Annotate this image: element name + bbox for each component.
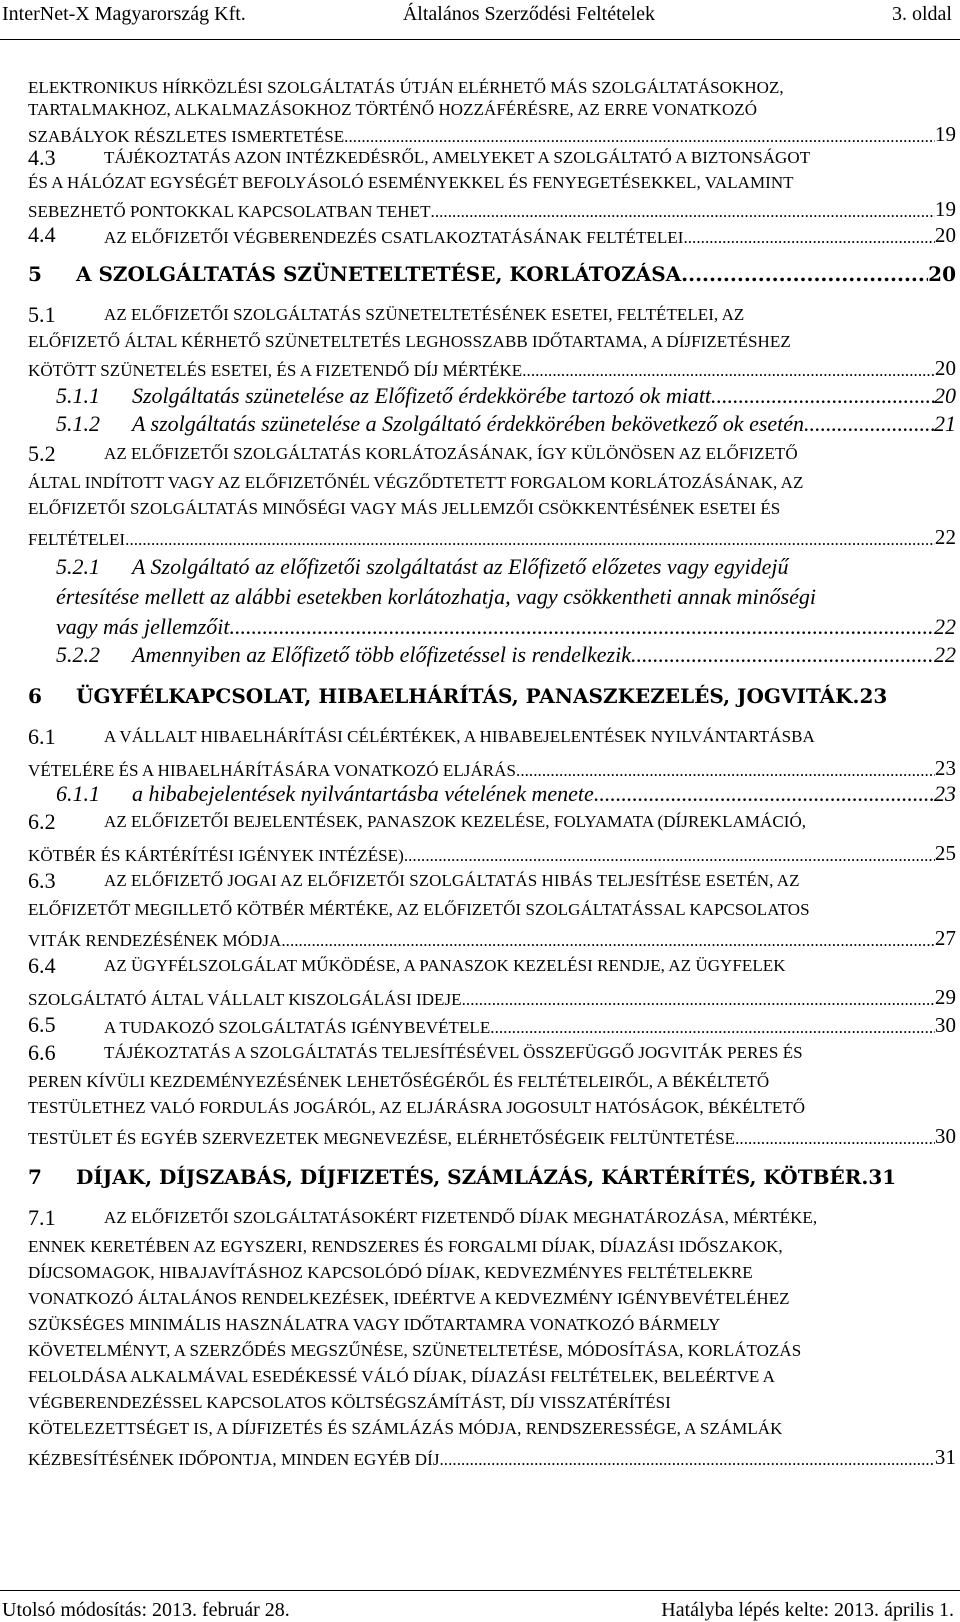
toc-page-number: 23 [934,781,956,806]
toc-entry-5-1[interactable] [28,302,956,381]
dot-leader [125,530,935,550]
toc-entry-4-3[interactable] [28,145,956,222]
toc-page-number: 22 [934,525,956,549]
toc-entry-text-line: AZ ELŐFIZETŐI SZOLGÁLTATÁSOKÉRT FIZETENDŐ DÍJAK MEGHATÁROZÁSA, MÉRTÉKE, [104,1208,818,1227]
toc-entry-text-line: ÉS A HÁLÓZAT EGYSÉGÉT BEFOLYÁSOLÓ ESEMÉNYEKKEL ÉS FENYEGETÉSEKKEL, VALAMINT [28,173,794,192]
toc-number: 6.4 [28,953,56,978]
toc-page-number: 19 [934,197,956,221]
toc-page-number: 23 [934,756,956,780]
toc-entry-title: VITÁK RENDEZÉSÉNEK MÓDJA [28,931,282,950]
toc-number: 5 [28,262,42,286]
toc-page-number: 31 [934,1445,956,1469]
toc-entry-title: vagy más jellemzőit [56,614,230,639]
dot-leader [683,228,934,248]
dot-leader [440,1450,935,1470]
toc-chapter-title: ÜGYFÉLKAPCSOLAT, HIBAELHÁRÍTÁS, PANASZKEZELÉS, JOGVITÁK. [76,684,860,708]
toc-page-number: 30 [934,1124,956,1148]
toc-entry-text-line: TÁJÉKOZTATÁS A SZOLGÁLTATÁS TELJESÍTÉSÉVEL ÖSSZEFÜGGŐ JOGVITÁK PERES ÉS [104,1043,803,1062]
header-company: InterNet-X Magyarország Kft. [2,3,246,25]
toc-entry-text-line: VÉGBERENDEZÉSSEL KAPCSOLATOS KÖLTSÉGSZÁMÍTÁST, DÍJ VISSZATÉRÍTÉSI [28,1393,671,1412]
toc-number: 6.6 [28,1040,56,1065]
toc-entry-text-line: AZ ELŐFIZETŐI SZOLGÁLTATÁS SZÜNETELTETÉSÉNEK ESETEI, FELTÉTELEI, AZ [104,305,745,324]
toc-number: 6.1 [28,724,56,749]
footer-effective-date: Hatályba lépés kelte: 2013. április 1. [661,1599,954,1621]
table-of-contents [28,72,956,1470]
dot-leader [344,127,935,147]
toc-entry-4-4[interactable] [28,222,956,248]
dot-leader [711,383,934,409]
toc-entry-5-1-1[interactable] [28,383,956,409]
toc-entry-text-line: A Szolgáltató az előfizetői szolgáltatást az Előfizető előzetes vagy egyidejű [132,554,789,579]
dot-leader [681,262,928,286]
toc-entry-5-2-1[interactable] [28,554,956,640]
toc-entry-6-4[interactable] [28,953,956,1010]
toc-entry-text-line: SZÜKSÉGES MINIMÁLIS HASZNÁLATRA VAGY IDŐTARTAMRA VONATKOZÓ BÁRMELY [28,1315,721,1334]
toc-page-number: 30 [934,1013,956,1037]
toc-entry-title: A TUDAKOZÓ SZOLGÁLTATÁS IGÉNYBEVÉTELE [104,1018,491,1037]
toc-page-number: 22 [934,642,956,667]
toc-entry-title: A szolgáltatás szünetelése a Szolgáltató érdekkörében bekövetkező ok esetén. [132,411,810,436]
toc-entry-text-line: értesítése mellett az alábbi esetekben korlátozhatja, vagy csökkentheti annak minőségi [56,584,817,609]
header-doc-title: Általános Szerződési Feltételek [402,3,655,25]
dot-leader [404,846,935,866]
toc-page-number: 19 [934,122,956,146]
toc-number: 6 [28,684,42,708]
toc-chapter-7[interactable] [28,1165,956,1189]
toc-entry-text-line: ELŐFIZETŐT MEGILLETŐ KÖTBÉR MÉRTÉKE, AZ ELŐFIZETŐI SZOLGÁLTATÁSSAL KAPCSOLATOS [28,900,810,919]
toc-number: 6.1.1 [56,781,100,806]
toc-entry-title: KÖTÖTT SZÜNETELÉS ESETEI, ÉS A FIZETENDŐ DÍJ MÉRTÉKE [28,361,523,380]
toc-entry-title: VÉTELÉRE ÉS A HIBAELHÁRÍTÁSÁRA VONATKOZÓ ELJÁRÁS [28,761,517,780]
toc-page-number: 20 [934,223,956,247]
page-header [0,0,960,40]
toc-number: 7 [28,1165,42,1189]
toc-page-number: 27 [934,926,956,950]
toc-entry-title: FELTÉTELEI [28,530,126,549]
toc-entry-text-line: AZ ELŐFIZETŐI SZOLGÁLTATÁS KORLÁTOZÁSÁNAK, ÍGY KÜLÖNÖSEN AZ ELŐFIZETŐ [104,444,798,463]
toc-chapter-title: DÍJAK, DÍJSZABÁS, DÍJFIZETÉS, SZÁMLÁZÁS, KÁRTÉRÍTÉS, KÖTBÉR. [76,1165,869,1189]
toc-entry-text-line: VONATKOZÓ ÁLTALÁNOS RENDELKEZÉSEK, IDEÉRTVE A KEDVEZMÉNY IGÉNYBEVÉTELÉHEZ [28,1289,790,1308]
toc-chapter-5[interactable] [28,262,956,286]
toc-entry-6-5[interactable] [28,1012,956,1038]
toc-number: 4.3 [28,145,56,170]
toc-entry-6-1-1[interactable] [28,781,956,807]
toc-number: 6.5 [28,1012,56,1037]
toc-chapter-6[interactable] [28,684,956,708]
toc-entry-text-line: KÖVETELMÉNYT, A SZERZŐDÉS MEGSZŰNÉSE, SZÜNETELTETÉSE, MÓDOSÍTÁSA, KORLÁTOZÁS [28,1341,802,1360]
toc-number: 6.3 [28,868,56,893]
toc-number: 5.1.2 [56,411,100,436]
toc-entry-text-line: AZ ELŐFIZETŐI BEJELENTÉSEK, PANASZOK KEZELÉSE, FOLYAMATA (DÍJREKLAMÁCIÓ, [104,812,807,831]
toc-entry-title: Szolgáltatás szünetelése az Előfizető érdekkörébe tartozó ok miatt [132,383,712,408]
toc-page-number: 29 [934,985,956,1009]
toc-number: 4.4 [28,222,56,247]
header-page-number: 3. oldal [892,3,952,25]
toc-entry-text-line: ELŐFIZETŐI SZOLGÁLTATÁS MINŐSÉGI VAGY MÁS JELLEMZŐI CSÖKKENTÉSÉNEK ESETEI ÉS [28,499,781,518]
toc-entry-5-1-2[interactable] [28,411,956,437]
toc-page-number: 21 [934,411,956,436]
toc-entry-5-2[interactable] [28,441,956,550]
toc-page-number: 22 [934,614,956,639]
toc-page-number: 31 [868,1165,897,1189]
toc-entry-title: TESTÜLET ÉS EGYÉB SZERVEZETEK MEGNEVEZÉSE, ELÉRHETŐSÉGEIK FELTÜNTETÉSE [28,1129,736,1148]
toc-number: 5.1.1 [56,383,100,408]
toc-entry-title: KÖTBÉR ÉS KÁRTÉRÍTÉSI IGÉNYEK INTÉZÉSE) [28,846,404,865]
toc-entry-text-line: TESTÜLETHEZ VALÓ FORDULÁS JOGÁRÓL, AZ ELJÁRÁSRA JOGOSULT HATÓSÁGOK, BÉKÉLTETŐ [28,1098,806,1117]
toc-chapter-title: A SZOLGÁLTATÁS SZÜNETELTETÉSE, KORLÁTOZÁSA [76,262,682,286]
toc-entry-6-2[interactable] [28,809,956,866]
toc-entry-4-2-continuation[interactable] [28,78,956,147]
toc-entry-text-line: ÁLTAL INDÍTOTT VAGY AZ ELŐFIZETŐNÉL VÉGZŐDTETETT FORGALOM KORLÁTOZÁSÁNAK, AZ [28,473,804,492]
toc-page-number: 23 [859,684,888,708]
toc-entry-text-line: KÖTELEZETTSÉGET IS, A DÍJFIZETÉS ÉS SZÁMLÁZÁS MÓDJA, RENDSZERESSÉGE, A SZÁMLÁK [28,1419,783,1438]
dot-leader [490,1018,935,1038]
dot-leader [516,761,935,781]
dot-leader [631,642,934,668]
dot-leader [431,202,935,222]
toc-page-number: 20 [928,262,956,286]
toc-entry-text-line: AZ ÜGYFÉLSZOLGÁLAT MŰKÖDÉSE, A PANASZOK KEZELÉSI RENDJE, AZ ÜGYFELEK [104,956,786,975]
toc-entry-5-2-2[interactable] [28,642,956,668]
toc-entry-6-1[interactable] [28,724,956,781]
toc-entry-text-line: FELOLDÁSA ALKALMÁVAL ESEDÉKESSÉ VÁLÓ DÍJAK, DÍJAZÁSI FELTÉTELEK, BELEÉRTVE A [28,1367,775,1386]
toc-entry-title: a hibabejelentések nyilvántartásba vételének menete [132,781,594,806]
toc-number: 7.1 [28,1205,56,1230]
dot-leader [281,931,935,951]
dot-leader [230,614,934,640]
dot-leader [522,361,935,381]
toc-entry-title: AZ ELŐFIZETŐI VÉGBERENDEZÉS CSATLAKOZTATÁSÁNAK FELTÉTELEI [104,228,684,247]
toc-page-number: 20 [934,356,956,380]
dot-leader [462,990,935,1010]
dot-leader [594,781,934,807]
toc-entry-title: Amennyiben az Előfizető több előfizetéssel is rendelkezik [132,642,631,667]
toc-number: 5.2.1 [56,554,100,579]
toc-entry-title: SEBEZHETŐ PONTOKKAL KAPCSOLATBAN TEHET [28,202,431,221]
toc-entry-text-line: PEREN KÍVÜLI KEZDEMÉNYEZÉSÉNEK LEHETŐSÉGÉRŐL ÉS FELTÉTELEIRŐL, A BÉKÉLTETŐ [28,1072,770,1091]
toc-entry-title: SZABÁLYOK RÉSZLETES ISMERTETÉSE [28,127,345,146]
toc-page-number: 20 [934,383,956,408]
toc-page-number: 25 [934,841,956,865]
toc-entry-6-6[interactable] [28,1040,956,1149]
page-footer [0,1590,960,1622]
toc-entry-text-line: TARTALMAKHOZ, ALKALMAZÁSOKHOZ TÖRTÉNŐ HOZZÁFÉRÉSRE, AZ ERRE VONATKOZÓ [28,100,758,119]
toc-entry-title: KÉZBESÍTÉSÉNEK IDŐPONTJA, MINDEN EGYÉB DÍJ [28,1450,440,1469]
toc-entry-text-line: ELEKTRONIKUS HÍRKÖZLÉSI SZOLGÁLTATÁS ÚTJÁN ELÉRHETŐ MÁS SZOLGÁLTATÁSOKHOZ, [28,78,784,97]
toc-number: 5.2 [28,441,56,466]
toc-entry-text-line: ELŐFIZETŐ ÁLTAL KÉRHETŐ SZÜNETELTETÉS LEGHOSSZABB IDŐTARTAMA, A DÍJFIZETÉSHEZ [28,332,791,351]
toc-entry-text-line: TÁJÉKOZTATÁS AZON INTÉZKEDÉSRŐL, AMELYEKET A SZOLGÁLTATÓ A BIZTONSÁGOT [104,148,811,167]
toc-number: 5.1 [28,302,56,327]
toc-entry-title: SZOLGÁLTATÓ ÁLTAL VÁLLALT KISZOLGÁLÁSI IDEJE [28,990,462,1009]
toc-entry-text-line: AZ ELŐFIZETŐ JOGAI AZ ELŐFIZETŐI SZOLGÁLTATÁS HIBÁS TELJESÍTÉSE ESETÉN, AZ [104,871,800,890]
toc-entry-text-line: A VÁLLALT HIBAELHÁRÍTÁSI CÉLÉRTÉKEK, A HIBABEJELENTÉSEK NYILVÁNTARTÁSBA [104,727,815,746]
toc-entry-text-line: DÍJCSOMAGOK, HIBAJAVÍTÁSHOZ KAPCSOLÓDÓ DÍJAK, KEDVEZMÉNYES FELTÉTELEKRE [28,1263,753,1282]
toc-number: 6.2 [28,809,56,834]
toc-number: 5.2.2 [56,642,100,667]
toc-entry-6-3[interactable] [28,868,956,951]
dot-leader [735,1129,935,1149]
footer-last-modified: Utolsó módosítás: 2013. február 28. [2,1599,290,1621]
dot-leader [810,411,934,437]
toc-entry-7-1[interactable] [28,1205,956,1470]
toc-entry-text-line: ENNEK KERETÉBEN AZ EGYSZERI, RENDSZERES ÉS FORGALMI DÍJAK, DÍJAZÁSI IDŐSZAKOK, [28,1237,783,1256]
